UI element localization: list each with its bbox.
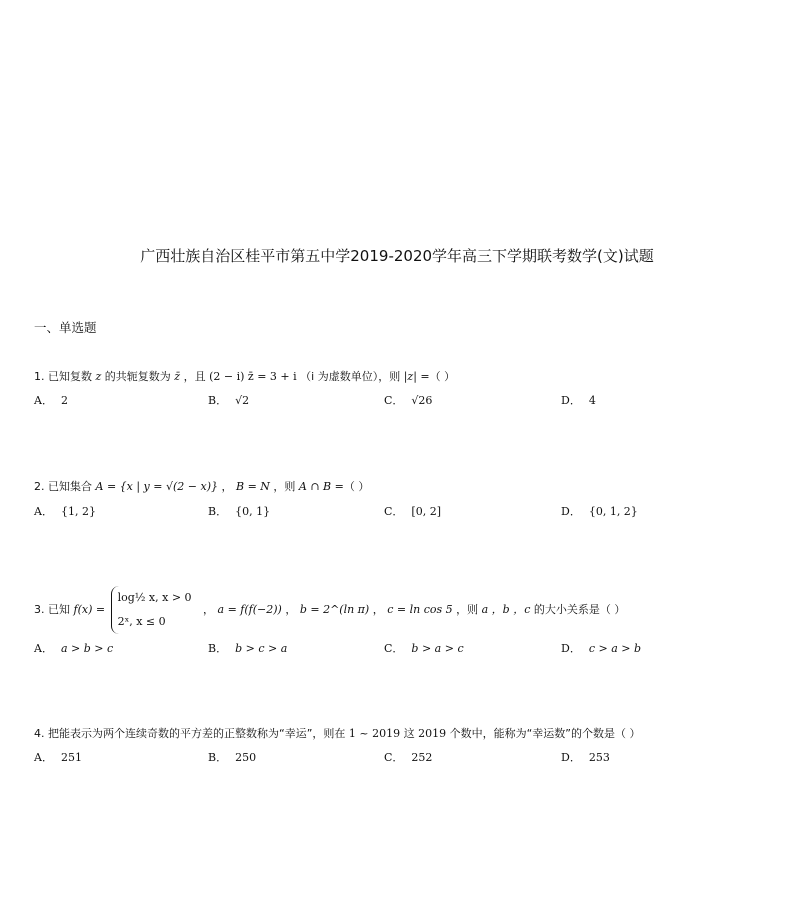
option-label: C． <box>384 751 404 764</box>
option-label: B． <box>208 642 228 655</box>
option-value: √2 <box>235 394 250 407</box>
option-label: D． <box>561 642 581 655</box>
question-2-stem <box>34 478 369 494</box>
q4-option-a[interactable] <box>34 749 82 765</box>
q3-option-b[interactable] <box>208 640 287 656</box>
option-label: A． <box>34 642 53 655</box>
q3-case-1: log½ x, x > 0 <box>117 591 192 604</box>
option-label: B． <box>208 505 228 518</box>
option-value: 251 <box>60 751 82 764</box>
q3-text-b: ， <box>203 603 215 616</box>
q2-text-a: 2. 已知集合 <box>34 480 92 493</box>
option-value: b > a > c <box>411 642 464 655</box>
option-value: 252 <box>411 751 433 764</box>
option-label: A． <box>34 751 53 764</box>
q3-text-e: ，则 <box>456 603 479 616</box>
q3-vars: a ，b ，c <box>481 603 531 616</box>
q2-text-c: ，则 <box>273 480 296 493</box>
q1-text-d: （i 为虚数单位），则 <box>300 370 401 383</box>
page-title: 广西壮族自治区桂平市第五中学2019-2020学年高三下学期联考数学(文)试题 <box>140 247 654 265</box>
q1-text-b: 的共轭复数为 <box>104 370 171 383</box>
q2-text-b: ， <box>221 480 233 493</box>
q1-option-b[interactable] <box>208 392 249 408</box>
option-value: b > c > a <box>235 642 288 655</box>
q1-text-c: ，且 <box>183 370 206 383</box>
option-label: B． <box>208 394 228 407</box>
q3-text-f: 的大小关系是（ ） <box>533 603 626 616</box>
option-value: {0, 1} <box>235 505 271 518</box>
q2-set-a: A = {x | y = √(2 − x)} <box>95 480 218 493</box>
option-value: a > b > c <box>60 642 114 655</box>
q4-option-d[interactable] <box>561 749 610 765</box>
option-value: {0, 1, 2} <box>588 505 638 518</box>
q2-option-b[interactable] <box>208 503 270 519</box>
q3-c-expr: c = ln cos 5 <box>387 603 453 616</box>
option-value: c > a > b <box>588 642 642 655</box>
q1-option-c[interactable] <box>384 392 432 408</box>
q4-text-b: 这 <box>403 727 415 740</box>
option-value: √26 <box>411 394 433 407</box>
q3-option-a[interactable] <box>34 640 113 656</box>
section-heading: 一、单选题 <box>34 320 97 335</box>
q3-piecewise <box>111 586 198 634</box>
q3-b-expr: b = 2^(ln π) <box>299 603 370 616</box>
q3-a-expr: a = f(f(−2)) <box>217 603 282 616</box>
option-value: {1, 2} <box>60 505 96 518</box>
option-label: B． <box>208 751 228 764</box>
q2-option-c[interactable] <box>384 503 441 519</box>
q4-count: 2019 <box>418 727 447 740</box>
q3-option-d[interactable] <box>561 640 641 656</box>
q2-intersection: A ∩ B <box>298 480 332 493</box>
q2-set-b: B = N <box>235 480 270 493</box>
option-value: 4 <box>588 394 596 407</box>
option-label: C． <box>384 642 404 655</box>
option-value: 2 <box>60 394 68 407</box>
option-value: [0, 2] <box>411 505 441 518</box>
q1-expression: (2 − i) z̄ = 3 + i <box>209 370 297 383</box>
q3-case-2: 2ˣ, x ≤ 0 <box>117 615 166 628</box>
q4-text-a: 4. 把能表示为两个连续奇数的平方差的正整数称为“幸运”，则在 <box>34 727 346 740</box>
q4-range: 1 ~ 2019 <box>348 727 401 740</box>
option-label: D． <box>561 394 581 407</box>
q2-option-d[interactable] <box>561 503 638 519</box>
question-4-stem <box>34 725 641 741</box>
option-label: D． <box>561 505 581 518</box>
q1-text-a: 1. 已知复数 <box>34 370 92 383</box>
option-value: 253 <box>588 751 610 764</box>
q1-option-d[interactable] <box>561 392 596 408</box>
q2-text-d: =（ ） <box>334 480 370 493</box>
option-label: A． <box>34 505 53 518</box>
question-1-stem <box>34 368 455 384</box>
option-label: A． <box>34 394 53 407</box>
q4-text-c: 个数中，能称为“幸运数”的个数是（ ） <box>449 727 641 740</box>
q1-option-a[interactable] <box>34 392 68 408</box>
q1-text-e: =（ ） <box>420 370 456 383</box>
q3-option-c[interactable] <box>384 640 464 656</box>
option-value: 250 <box>235 751 257 764</box>
option-label: C． <box>384 505 404 518</box>
option-label: D． <box>561 751 581 764</box>
q1-var-z: z <box>95 370 102 383</box>
q4-option-b[interactable] <box>208 749 256 765</box>
q3-text-c: ， <box>285 603 297 616</box>
q1-abs-z: |z| <box>403 370 417 383</box>
q3-text-a: 3. 已知 <box>34 603 70 616</box>
q1-var-zbar: z̄ <box>174 370 181 383</box>
option-label: C． <box>384 394 404 407</box>
q2-option-a[interactable] <box>34 503 96 519</box>
q3-function: f(x) = <box>73 603 106 616</box>
q4-option-c[interactable] <box>384 749 432 765</box>
question-3-stem <box>34 586 625 634</box>
q3-text-d: ， <box>372 603 384 616</box>
